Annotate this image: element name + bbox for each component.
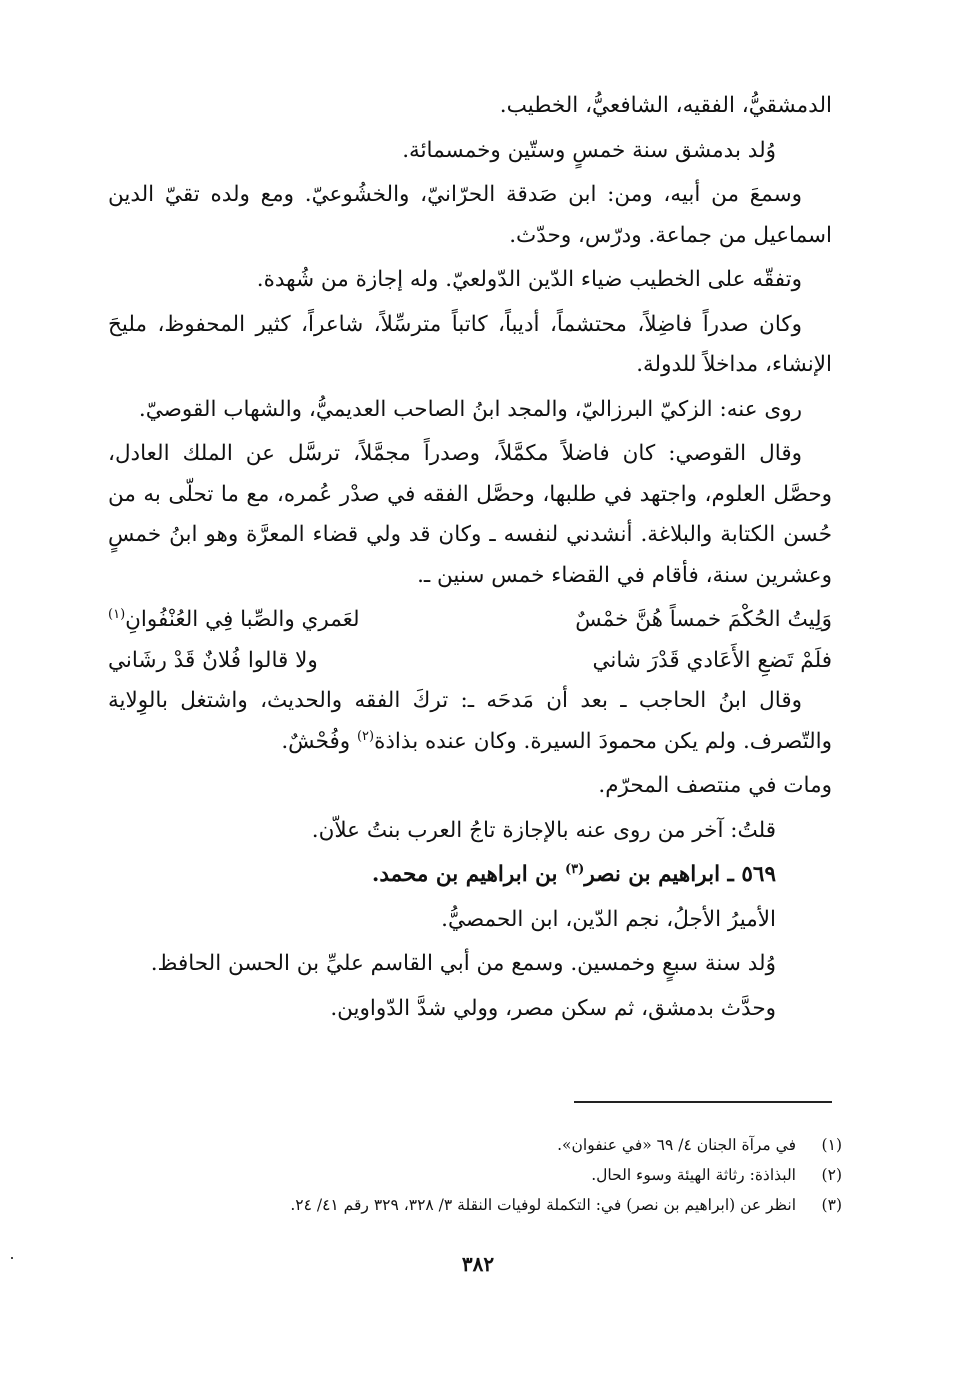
paragraph: وسمعَ من أبيه، ومن: ابن صَدقة الحرّانيّ، والخشُوعيّ. ومع ولده تقيّ الدين اسماعيل من جماعة. ودرّس، وحدّث. [108,182,832,248]
verse-line [108,600,832,641]
footnote [170,1160,842,1190]
footnote-marker: (٣) [565,861,585,877]
paragraph: وُلد بدمشق سنة خمسٍ وستّين وخمسمائة. [402,137,776,163]
paragraph: وحدَّث بدمشق، ثم سكن مصر، وولي شدَّ الدّواوين. [330,995,776,1021]
verse-hemistich-second [108,600,360,641]
paragraph [108,681,832,762]
footnote-text: البذاذة: رثاثة الهيئة وسوء الحال. [591,1166,796,1184]
entry-heading: ٥٦٩ ـ ابراهيم بن نصر$^{(٣)}$ بن ابراهيم بن محمد. [371,861,776,887]
verse-line [108,641,832,682]
page-number: ٣٨٢ [461,1252,495,1276]
footnote-number: (١) [821,1136,842,1154]
paragraph-text: وقال ابنُ الحاجب ـ بعد أن مَدحَه ـ: تركَ الفقه والحديث، واشتغل بالوِلاية والتّصرف. ولم يكن محمودَ السيرة. وكان عنده بذاذة [108,688,832,754]
paragraph: ومات في منتصف المحرّم. [598,773,832,798]
verse-hemistich-second: ولا قالوا فُلانٌ قَدْ رشَاني [108,647,318,673]
verse-hemistich-first: وَلِيتُ الحُكْمَ خمساً هُنَّ خمْسٌ [575,607,832,632]
footnote [170,1190,842,1220]
footnote [170,1130,842,1160]
footnote-marker: (٢) [356,728,375,744]
verse-text: لعَمري والصِّبا فِي العُنْفُوانِ [125,607,360,632]
paragraph: الدمشقيُّ، الفقيه، الشافعيُّ، الخطيب. [499,93,832,118]
entry-name-rest: بن ابراهيم بن محمد. [371,862,566,887]
scan-speck [11,1257,13,1259]
footnote-marker: (١) [108,606,126,622]
footnotes [170,1130,842,1220]
paragraph: الأميرُ الأجلُ، نجم الدّين، ابن الحمصيُّ. [441,906,776,932]
footnote-text: في مرآة الجنان ٤/ ٦٩ «في عنفوان». [557,1136,796,1154]
paragraph: وقال القوصي: كان فاضلاً مكمَّلاً، وصدراً مجمَّلاً، ترسَّل عن الملك العادل، وحصَّل العلوم، واجتهد في طلبها، وحصَّل الفقه في صدْر عُمره، مع ما تحلّى به من حُسن الكتابة والبلاغة. أنشدني لنفسه ـ وكان قد ولي قضاء المعرَّة وهو ابنُ خمسٍ وعشرين سنة، فأقام في القضاء خمس سنين ـ. [108,441,832,588]
main-text [108,86,832,1033]
paragraph: وُلد سنة سبعٍ وخمسين. وسمع من أبي القاسم عليِّ بن الحسن الحافظ. [150,951,776,976]
footnote-text: انظر عن (ابراهيم بن نصر) في: التكملة لوفيات النقلة ٣/ ٣٢٨، ٣٢٩ رقم ٤١/ ٢٤. [290,1196,796,1214]
paragraph-text-tail: وفُحْشٌ. [281,728,357,754]
footnote-separator [574,1101,832,1103]
footnote-number: (٢) [821,1166,842,1184]
paragraph: وكان صدراً فاضِلاً، محتشماً، أديباً، كاتباً مترسِّلاً، شاعراً، كثير المحفوظ، مليحَ الإنشاء، مداخلاً للدولة. [108,311,832,377]
paragraph: وتفقّه على الخطيب ضياء الدّين الدّولعيّ. وله إجازة من شُهدة. [256,267,802,292]
paragraph: روى عنه: الزكيّ البرزاليّ، والمجد ابنُ الصاحب العديميُّ، والشهاب القوصيّ. [138,396,802,422]
entry-number: ٥٦٩ [741,862,776,887]
entry-name: ابراهيم بن نصر [584,862,721,887]
paragraph: قلتُ: آخر من روى عنه بالإجازة تاجُ العرب بنتُ علاّن. [311,817,776,843]
footnote-number: (٣) [821,1196,842,1214]
verse-hemistich-first: فلَمْ تَضعِ الأَعَادي قَدْرَ شاني [592,647,832,673]
